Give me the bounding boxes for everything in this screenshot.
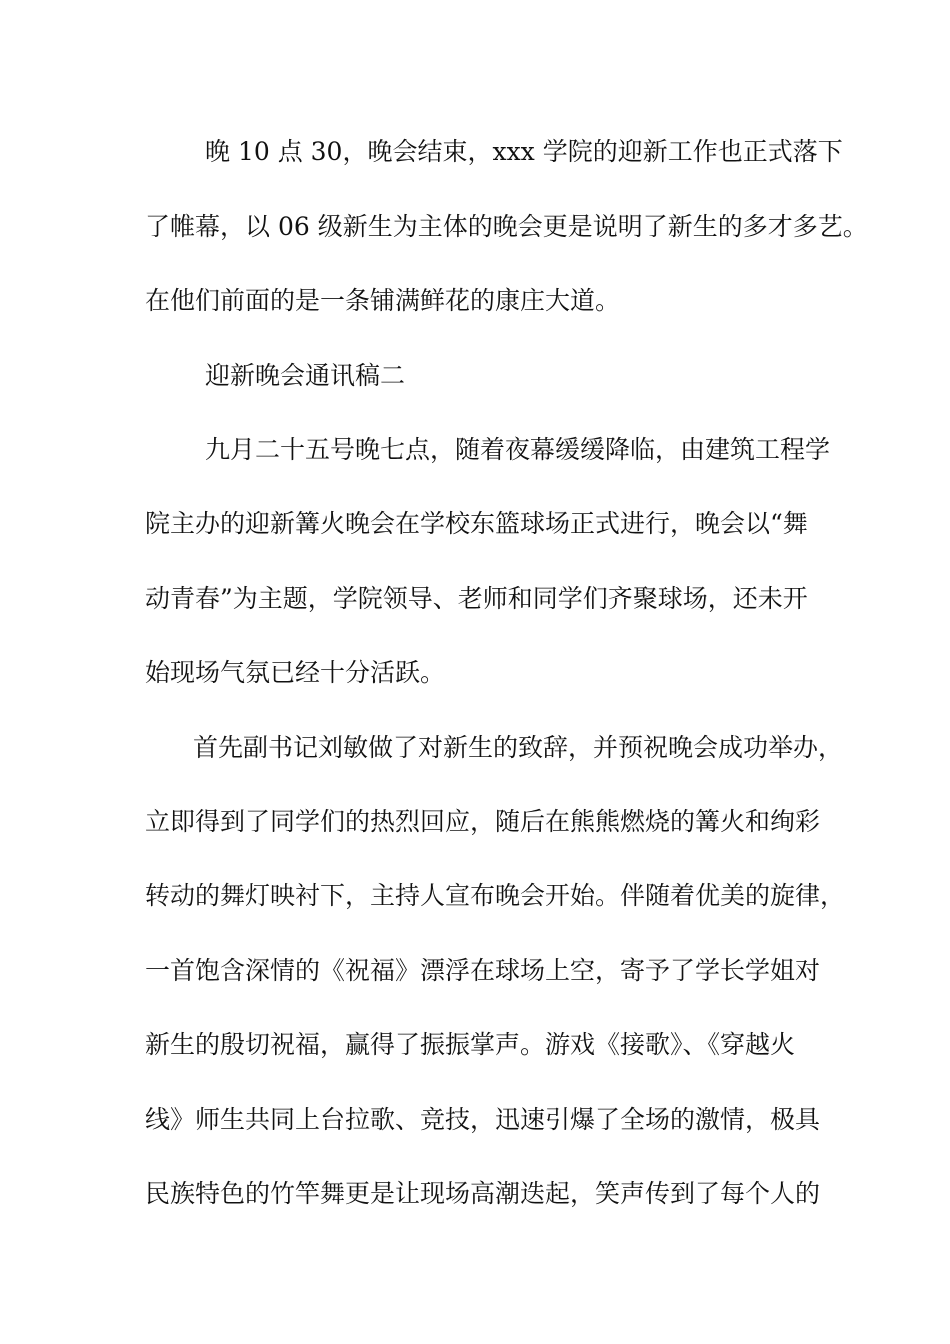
text-line: 始现场气氛已经十分活跃。 (145, 658, 446, 687)
text-line: 线》师生共同上台拉歌、竞技，迅速引爆了全场的激情，极具 (145, 1105, 821, 1134)
text-line: 新生的殷切祝福，赢得了振振掌声。游戏《接歌》、《穿越火 (145, 1030, 796, 1059)
text-line: 民族特色的竹竿舞更是让现场高潮迭起，笑声传到了每个人的 (145, 1179, 821, 1208)
text-line: 在他们前面的是一条铺满鲜花的康庄大道。 (145, 286, 621, 315)
text-line: 一首饱含深情的《祝福》漂浮在球场上空，寄予了学长学姐对 (145, 956, 821, 985)
text-line: 晚 10 点 30，晚会结束，xxx 学院的迎新工作也正式落下 (205, 137, 843, 166)
text-line: 转动的舞灯映衬下，主持人宣布晚会开始。伴随着优美的旋律， (145, 881, 846, 910)
text-line: 立即得到了同学们的热烈回应，随后在熊熊燃烧的篝火和绚彩 (145, 807, 821, 836)
text-line: 了帷幕，以 06 级新生为主体的晚会更是说明了新生的多才多艺。 (145, 212, 868, 241)
text-line: 九月二十五号晚七点，随着夜幕缓缓降临，由建筑工程学 (205, 435, 831, 464)
text-line: 院主办的迎新篝火晚会在学校东篮球场正式进行，晚会以“舞 (145, 509, 808, 538)
text-line: 动青春”为主题，学院领导、老师和同学们齐聚球场，还未开 (145, 584, 808, 613)
section-heading: 迎新晚会通讯稿二 (205, 361, 406, 390)
text-line: 首先副书记刘敏做了对新生的致辞，并预祝晚会成功举办， (193, 733, 844, 762)
